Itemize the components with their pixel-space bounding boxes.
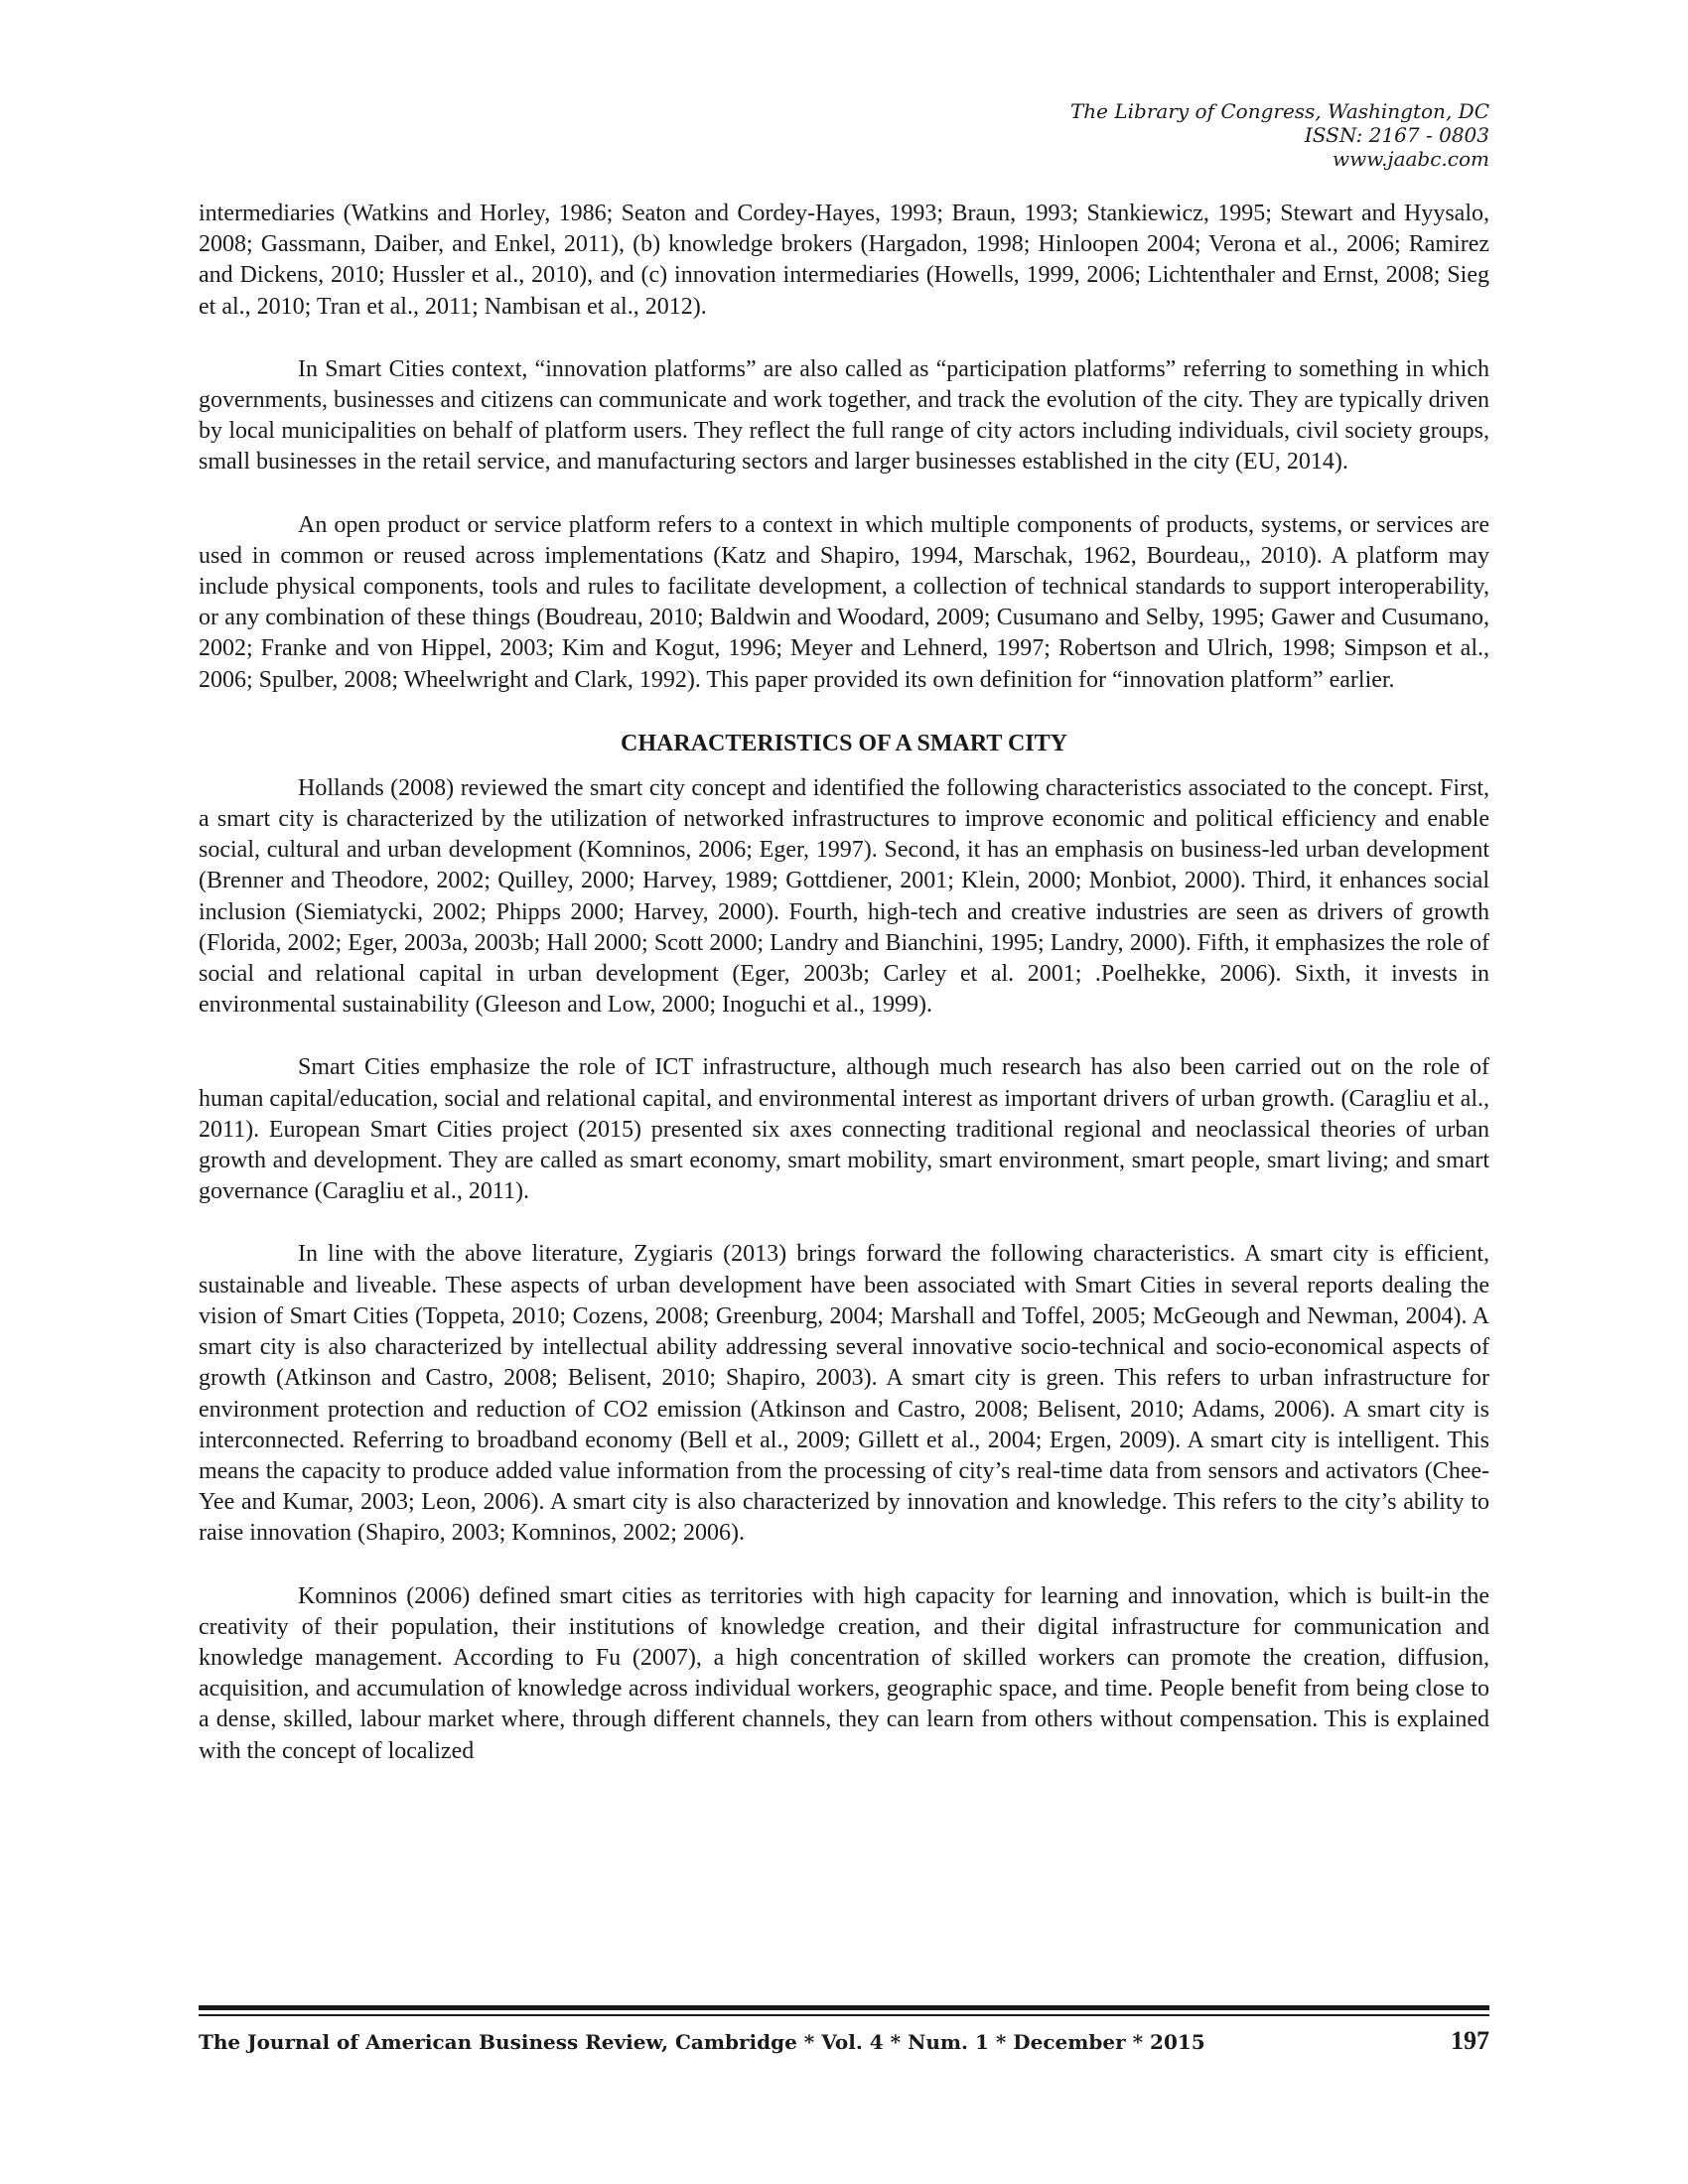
paragraph-hollands: Hollands (2008) reviewed the smart city concept and identified the following characteristics associated to the concept. First, a smart city is characterized by the utilization of networked infrastructures to improve economic and political efficiency and enable social, cultural and urban development (Komninos, 2006; Eger, 1997). Second, it has an emphasis on business-led urban development (Brenner and Theodore, 2002; Quilley, 2000; Harvey, 1989; Gottdiener, 2001; Klein, 2000; Monbiot, 2000). Third, it enhances social inclusion (Siemiatycki, 2002; Phipps 2000; Harvey, 2000). Fourth, high-tech and creative industries are seen as drivers of growth (Florida, 2002; Eger, 2003a, 2003b; Hall 2000; Scott 2000; Landry and Bianchini, 1995; Landry, 2000). Fifth, it emphasizes the role of social and relational capital in urban development (Eger, 2003b; Carley et al. 2001; .Poelhekke, 2006). Sixth, it invests in environmental sustainability (Gleeson and Low, 2000; Inoguchi et al., 1999). xyxy=(199,774,1489,1019)
body-text xyxy=(199,199,1489,1799)
paragraph-zygiaris: In line with the above literature, Zygiaris (2013) brings forward the following characteristics. A smart city is efficient, sustainable and liveable. These aspects of urban development have been associated with Smart Cities in several reports dealing the vision of Smart Cities (Toppeta, 2010; Cozens, 2008; Greenburg, 2004; Marshall and Toffel, 2005; McGeough and Newman, 2004). A smart city is also characterized by intellectual ability addressing several innovative socio-technical and socio-economical aspects of growth (Atkinson and Castro, 2008; Belisent, 2010; Shapiro, 2003). A smart city is green. This refers to urban infrastructure for environment protection and reduction of CO2 emission (Atkinson and Castro, 2008; Belisent, 2010; Adams, 2006). A smart city is interconnected. Referring to broadband economy (Bell et al., 2009; Gillett et al., 2004; Ergen, 2009). A smart city is intelligent. This means the capacity to produce added value information from the processing of city’s real-time data from sensors and activators (Chee-Yee and Kumar, 2003; Leon, 2006). A smart city is also characterized by innovation and knowledge. This refers to the city’s ability to raise innovation (Shapiro, 2003; Komninos, 2002; 2006). xyxy=(199,1241,1489,1547)
footer-rule-thick xyxy=(199,2005,1489,2010)
footer-rule-thin xyxy=(199,2014,1489,2016)
header-publisher: The Library of Congress, Washington, DC xyxy=(1069,99,1489,123)
running-header xyxy=(894,99,1489,171)
footer-journal-citation: The Journal of American Business Review, Cambridge * Vol. 4 * Num. 1 * December * 2015 xyxy=(199,2030,1205,2054)
paragraph-innovation-platforms: In Smart Cities context, “innovation platforms” are also called as “participation platforms” referring to something in which governments, businesses and citizens can communicate and work together, and track the evolution of the city. They are typically driven by local municipalities on behalf of platform users. They reflect the full range of city actors including individuals, civil society groups, small businesses in the retail service, and manufacturing sectors and larger businesses established in the city (EU, 2014). xyxy=(199,355,1489,476)
section-heading: CHARACTERISTICS OF A SMART CITY xyxy=(621,730,1067,756)
paragraph-ict-infrastructure: Smart Cities emphasize the role of ICT infrastructure, although much research has also been carried out on the role of human capital/education, social and relational capital, and environmental interest as important drivers of urban growth. (Caragliu et al., 2011). European Smart Cities project (2015) presented six axes connecting traditional regional and neoclassical theories of urban growth and development. They are called as smart economy, smart mobility, smart environment, smart people, smart living; and smart governance (Caragliu et al., 2011). xyxy=(199,1054,1489,1205)
paragraph-continuation: intermediaries (Watkins and Horley, 1986; Seaton and Cordey-Hayes, 1993; Braun, 1993; Stankiewicz, 1995; Stewart and Hyysalo, 2008; Gassmann, Daiber, and Enkel, 2011), (b) knowledge brokers (Hargadon, 1998; Hinloopen 2004; Verona et al., 2006; Ramirez and Dickens, 2010; Hussler et al., 2010), and (c) innovation intermediaries (Howells, 1999, 2006; Lichtenthaler and Ernst, 2008; Sieg et al., 2010; Tran et al., 2011; Nambisan et al., 2012). xyxy=(199,201,1489,320)
footer-line xyxy=(199,2026,1489,2056)
paragraph-open-platform: An open product or service platform refers to a context in which multiple components of products, systems, or services are used in common or reused across implementations (Katz and Shapiro, 1994, Marschak, 1962, Bourdeau,, 2010). A platform may include physical components, tools and rules to facilitate development, a collection of technical standards to support interoperability, or any combination of these things (Boudreau, 2010; Baldwin and Woodard, 2009; Cusumano and Selby, 1995; Gawer and Cusumano, 2002; Franke and von Hippel, 2003; Kim and Kogut, 1996; Meyer and Lehnerd, 1997; Robertson and Ulrich, 1998; Simpson et al., 2006; Spulber, 2008; Wheelwright and Clark, 1992). This paper provided its own definition for “innovation platform” earlier. xyxy=(199,511,1489,693)
header-website: www.jaabc.com xyxy=(1333,147,1489,171)
page-number: 197 xyxy=(1451,2026,1489,2055)
header-issn: ISSN: 2167 - 0803 xyxy=(1304,123,1489,147)
page-footer xyxy=(199,2005,1489,2056)
paragraph-komninos: Komninos (2006) defined smart cities as territories with high capacity for learning and innovation, which is built-in the creativity of their population, their institutions of knowledge creation, and their digital infrastructure for communication and knowledge management. According to Fu (2007), a high concentration of skilled workers can promote the creation, diffusion, acquisition, and accumulation of knowledge across individual workers, geographic space, and time. People benefit from being close to a dense, skilled, labour market where, through different channels, they can learn from others without compensation. This is explained with the concept of localized xyxy=(199,1582,1489,1764)
